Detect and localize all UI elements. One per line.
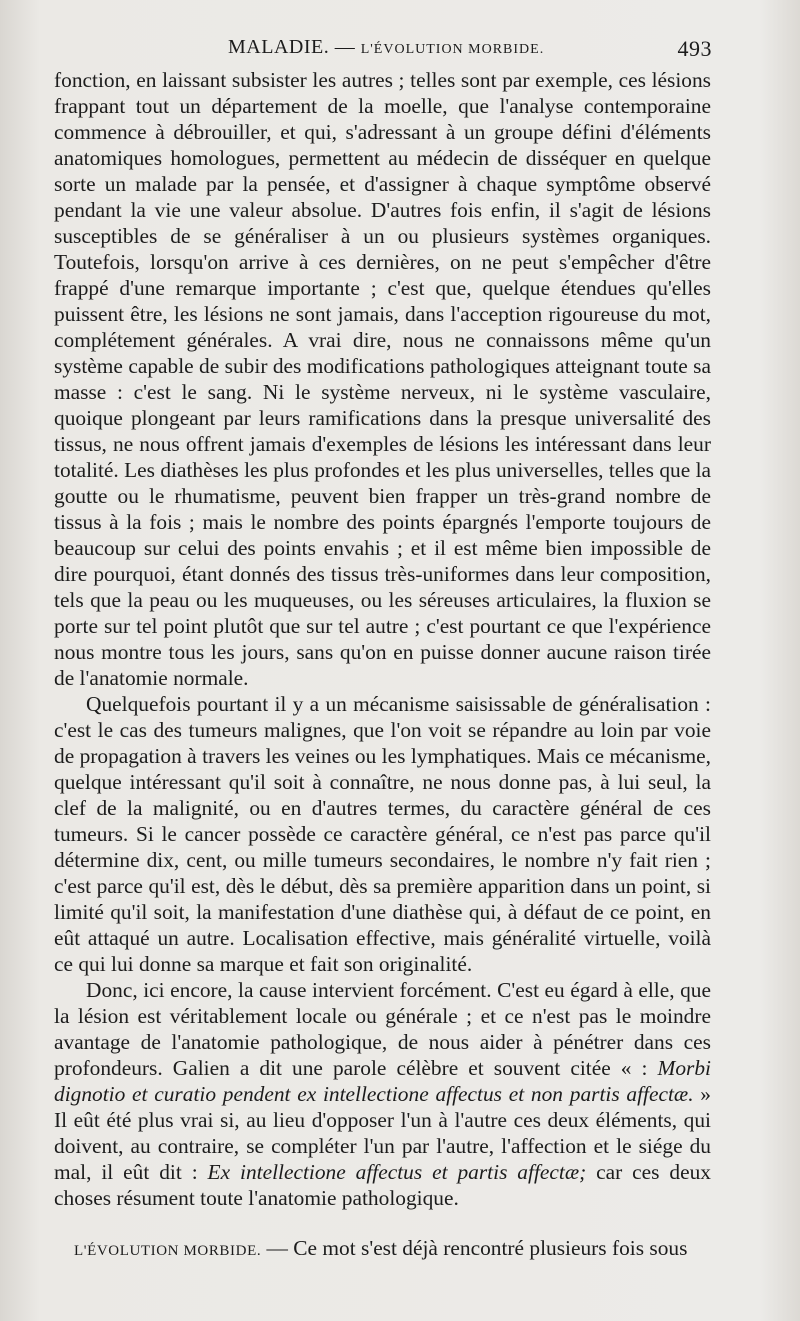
running-title: [228, 36, 544, 59]
paragraph-galien-text-middle: » Il eût été plus vrai si, au lieu d'opposer l'un à l'autre ces deux éléments, qui doivent, au contraire, se compléter l'un par l'autre, l'affection et le siége du mal, il eût dit :: [54, 1082, 711, 1184]
paragraph-generalisation: Quelquefois pourtant il y a un mécanisme saisissable de généralisation : c'est le cas des tumeurs malignes, que l'on voit se répandre au loin par voie de propagation à travers les veines ou les lymphatiques. Mais ce mécanisme, quelque intéressant qu'il soit à connaître, ne nous donne pas, à lui seul, la clef de la malignité, ou en d'autres termes, du caractère général de ces tumeurs. Si le cancer possède ce caractère général, ce n'est pas parce qu'il détermine dix, cent, ou mille tumeurs secondaires, le nombre n'y fait rien ; c'est parce qu'il est, dès le début, dès sa première apparition dans un point, si limité qu'il soit, la manifestation d'une diathèse qui, à défaut de ce point, en eût attaqué un autre. Localisation effective, mais généralité virtuelle, voilà ce qui lui donne sa marque et fait son originalité.: [54, 692, 711, 976]
paragraph-continued: fonction, en laissant subsister les autres ; telles sont par exemple, ces lésions frappant tout un département de la moelle, que l'analyse contemporaine commence à débrouiller, et qui, s'adressant à un groupe défini d'éléments anatomiques homologues, permettent au médecin de disséquer en quelque sorte un malade par la pensée, et d'assigner à chaque symptôme observé pendant la vie une valeur absolue. D'autres fois enfin, il s'agit de lésions susceptibles de se généraliser à un ou plusieurs systèmes organiques. Toutefois, lorsqu'on arrive à ces dernières, on ne peut s'empêcher d'être frappé d'une remarque importante ; c'est que, quelque étendues qu'elles puissent être, les lésions ne sont jamais, dans l'acception rigoureuse du mot, complétement générales. A vrai dire, nous ne connaissons même qu'un système capable de subir des modifications pathologiques atteignant toute sa masse : c'est le sang. Ni le système nerveux, ni le système vasculaire, quoique plongeant par leurs ramifications dans la presque universalité des tissus, ne nous offrent jamais d'exemples de lésions les intéressant dans leur totalité. Les diathèses les plus profondes et les plus universelles, telles que la goutte ou le rhumatisme, peuvent bien frapper un très-grand nombre de tissus à la fois ; mais le nombre des points épargnés l'emporte toujours de beaucoup sur celui des points envahis ; et il est même bien impossible de dire pourquoi, étant donnés des tissus très-uniformes dans leur composition, tels que la peau ou les muqueuses, ou les séreuses articulaires, la fluxion se porte sur tel point plutôt que sur tel autre ; c'est pourtant ce que l'expérience nous montre tous les jours, sans qu'on en puisse donner aucune raison tirée de l'anatomie normale.: [54, 68, 712, 690]
paragraph-galien: [54, 977, 711, 1211]
body-text: [54, 67, 711, 1264]
galien-correction: Ex intellectione affectus et partis affectæ;: [207, 1160, 587, 1184]
running-header: [56, 36, 712, 62]
galien-quote: Morbi dignotio et curatio pendent ex intellectione affectus et non partis affectæ.: [54, 1056, 711, 1106]
running-title-main: MALADIE.: [228, 36, 330, 58]
page-number: 493: [677, 36, 712, 61]
running-title-separator: —: [329, 36, 361, 58]
section-evolution-morbide: [54, 1235, 711, 1264]
section-heading: L'ÉVOLUTION MORBIDE.: [74, 1243, 262, 1259]
paragraph-galien-text-before: Donc, ici encore, la cause intervient forcément. C'est eu égard à elle, que la lésion est véritablement locale ou générale ; et ce n'est pas le moindre avantage de l'anatomie pathologique, de nous aider à pénétrer dans ces profondeurs. Galien a dit une parole célèbre et souvent citée « :: [54, 978, 711, 1080]
section-dash: —: [261, 1236, 294, 1260]
paragraph-galien-text-after: car ces deux choses résument toute l'anatomie pathologique.: [54, 1160, 711, 1210]
section-text: Ce mot s'est déjà rencontré plusieurs fois sous: [293, 1236, 688, 1260]
running-title-sub: L'ÉVOLUTION MORBIDE.: [360, 42, 545, 57]
